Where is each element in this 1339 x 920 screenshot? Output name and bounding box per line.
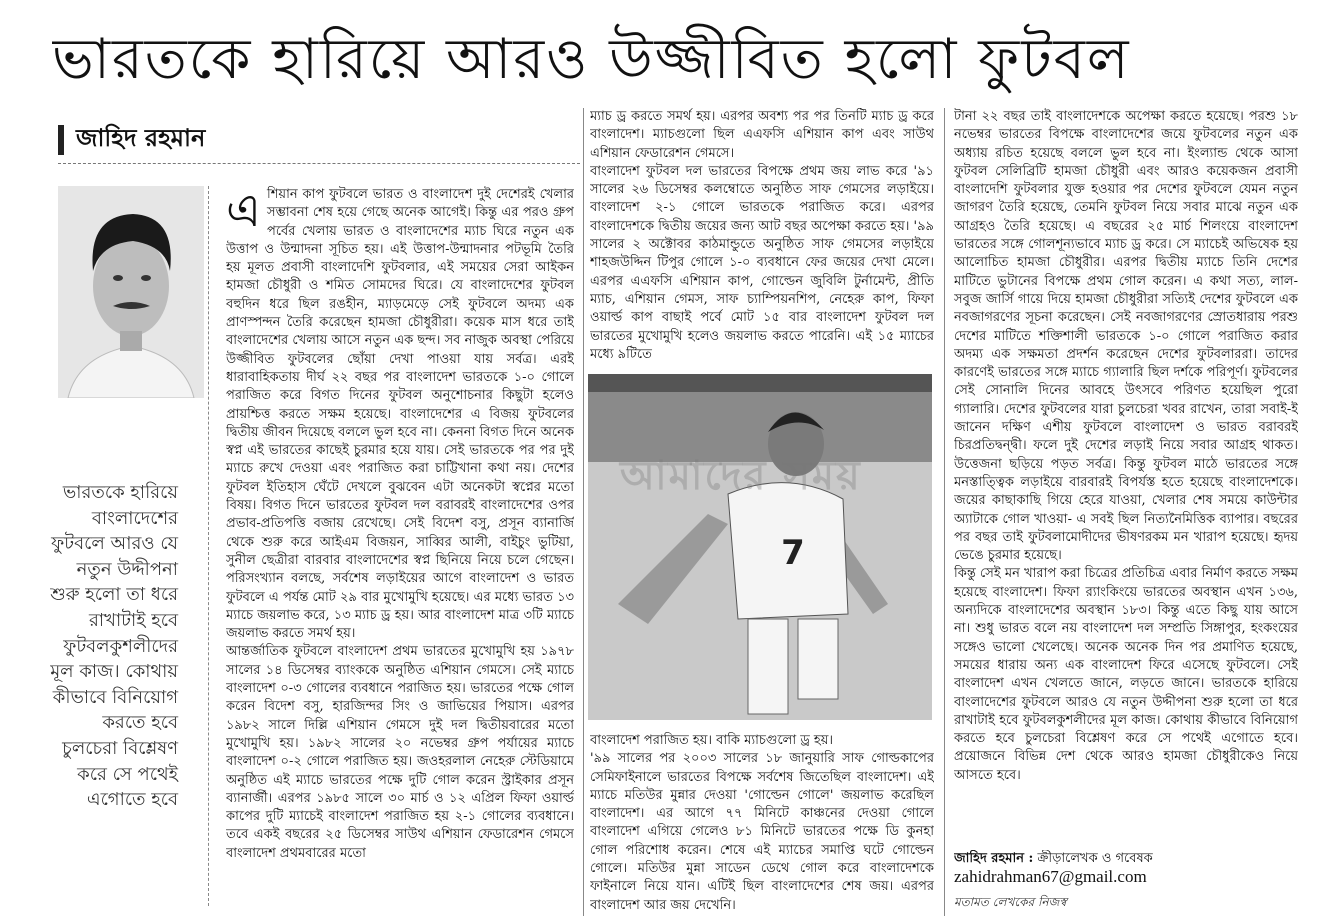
paragraph: ম্যাচ ড্র করতে সমর্থ হয়। এরপর অবশ্য পর পর তিনটি ম্যাচ ড্র করে বাংলাদেশ। ম্যাচগুলো ছিল এএফসি এশিয়ান কাপ এবং সাউথ এশিয়ান ফেডারেশন গেমসে। [590, 109, 934, 161]
paragraph: কিন্তু সেই মন খারাপ করা চিত্রের প্রতিচিত্র এবার নির্মাণ করতে সক্ষম হয়েছে বাংলাদেশ। ফিফা র‍্যাংকিংয়ে ভারতের অবস্থান এখন ১৩৬, অন্যদিকে বাংলাদেশের অবস্থান ১৮৩। কিন্তু এতে কিছু যায় আসে না। শুধু ভারত বলে নয় বাংলাদেশ দল সম্প্রতি সিঙ্গাপুর, হংকংয়ের সঙ্গেও ভালো খেলেছে। অনেক অনেক দিন পর প্রমাণিত হয়েছে, সময়ের ধারায় অন্য এক বাংলাদেশ ফিরে এসেছে ফুটবলে। সেই বাংলাদেশ এখন খেলতে জানে, লড়তে জানে। ভারতকে হারিয়ে বাংলাদেশের ফুটবলে আরও যে নতুন উদ্দীপনা শুরু হলো তা ধরে রাখাটাই হবে ফুটবলকুশলীদের মূল কাজ। কোথায় কীভাবে বিনিয়োগ করতে হবে চুলচেরা বিশ্লেষণ করে সে পথেই এগোতে হবে। প্রয়োজনে বিভিন্ন দেশ থেকে আরও হামজা চৌধুরীকেও নিয়ে আসতে হবে। [954, 566, 1298, 783]
byline [58, 118, 578, 162]
byline-bar [58, 125, 64, 155]
pull-quote: ভারতকে হারিয়ে বাংলাদেশের ফুটবলে আরও যে নতুন উদ্দীপনা শুরু হলো তা ধরে রাখাটাই হবে ফুটবলকুশলীদের মূল কাজ। কোথায় কীভাবে বিনিয়োগ করতে হবে চুলচেরা বিশ্লেষণ করে সে পথেই এগোতে হবে [50, 482, 178, 811]
article-column-2 [590, 108, 934, 370]
article-column-3 [954, 108, 1298, 844]
author-bio [954, 850, 1298, 890]
opinion-disclaimer: মতামত লেখকের নিজস্ব [954, 895, 1067, 909]
column-rule [944, 108, 945, 916]
paragraph: বাংলাদেশ ফুটবল দল ভারতের বিপক্ষে প্রথম জয় লাভ করে '৯১ সালের ২৬ ডিসেম্বর কলম্বোতে অনুষ্ঠিত সাফ গেমসের লড়াইয়ে। বাংলাদেশ ২-১ গোলে ভারতকে পরাজিত করে। এরপর বাংলাদেশকে দ্বিতীয় জয়ের জন্য আট বছর অপেক্ষা করতে হয়। '৯৯ সালের ২ অক্টোবর কাঠমান্ডুতে অনুষ্ঠিত সাফ গেমসের লড়াইয়ে শাহজউদ্দিন টিপুর গোলে ১-০ ব্যবধানে ফের জয়ের দেখা মেলে। এরপর এএফসি এশিয়ান কাপ, গোল্ডেন জুবিলি টুর্নামেন্ট, প্রীতি ম্যাচ, এশিয়ান গেমস, সাফ চ্যাম্পিয়নশিপ, নেহেরু কাপ, ফিফা ওয়ার্ল্ড কাপ বাছাই পর্বে মোট ১৫ বার বাংলাদেশ ফুটবল দল ভারতের মুখোমুখি হলেও জয়লাভ করতে পারেনি। এই ১৫ ম্যাচের মধ্যে ৯টিতে [590, 163, 934, 362]
author-name: জাহিদ রহমান : [954, 851, 1034, 866]
article-column-1 [226, 186, 574, 912]
photo-caption-line: বাংলাদেশ পরাজিত হয়। বাকি ম্যাচগুলো ড্র হয়। [590, 733, 834, 748]
author-email[interactable]: zahidrahman67@gmail.com [954, 867, 1147, 887]
publisher-watermark: আমাদের সময় [620, 453, 862, 499]
column-rule [208, 186, 209, 906]
article-column-2-lower [590, 732, 934, 912]
drop-cap: এ [226, 186, 261, 237]
paragraph: আন্তর্জাতিক ফুটবলে বাংলাদেশ প্রথম ভারতের মুখোমুখি হয় ১৯৭৮ সালের ১৪ ডিসেম্বর ব্যাংককে অনুষ্ঠিত এশিয়ান গেমসে। সেই ম্যাচে বাংলাদেশ ০-৩ গোলের ব্যবধানে পরাজিত হয়। ভারতের পক্ষে গোল করেন বিদেশ বসু, হারজিন্দর সিং ও জাভিয়ের পিয়াস। এরপর ১৯৮২ সালে দিল্লি এশিয়ান গেমসে দুই দল দ্বিতীয়বারের মতো মুখোমুখি হয়। ১৯৮২ সালের ২০ নভেম্বর গ্রুপ পর্যায়ের ম্যাচে বাংলাদেশ ০-২ গোলে পরাজিত হয়। জওহরলাল নেহেরু স্টেডিয়ামে অনুষ্ঠিত এই ম্যাচে ভারতের পক্ষে দুটি গোল করেন স্ট্রাইকার প্রসূন ব্যানার্জী। এরপর ১৯৮৫ সালে ৩০ মার্চ ও ১২ এপ্রিল ফিফা ওয়ার্ল্ড কাপের দুটি ম্যাচেই বাংলাদেশ পরাজিত হয় ২-১ গোলের ব্যবধানে। তবে একই বছরের ২৫ ডিসেম্বর সাউথ এশিয়ান ফেডারেশন গেমসে বাংলাদেশ প্রথমবারের মতো [226, 644, 574, 861]
paragraph: '৯৯ সালের পর ২০০৩ সালের ১৮ জানুয়ারি সাফ গোল্ডকাপের সেমিফাইনালে ভারতের বিপক্ষে সর্বশেষ জিতেছিল বাংলাদেশ। এই ম্যাচে মতিউর মুন্নার দেওয়া 'গোল্ডেন গোলে' জয়লাভ করেছিল বাংলাদেশ। এর আগে ৭৭ মিনিটে কাঞ্চনের দেওয়া গোলে বাংলাদেশ এগিয়ে গেলেও ৮১ মিনিটে ভারতের পক্ষে ডি কুনহা গোল পরিশোধ করেন। শেষে এই ম্যাচের সমাপ্তি ঘটে গোল্ডেন গোলে। মতিউর মুন্না সাডেন ডেথে গোল করে বাংলাদেশকে ফাইনালে নিয়ে যান। এটিই ছিল বাংলাদেশের শেষ জয়। এরপর বাংলাদেশ আর জয় দেখেনি। [590, 751, 934, 912]
author-credit [954, 850, 1298, 868]
author-photo [58, 186, 204, 398]
author-role: ক্রীড়ালেখক ও গবেষক [1037, 851, 1153, 866]
paragraph: শিয়ান কাপ ফুটবলে ভারত ও বাংলাদেশ দুই দেশেরই খেলার সম্ভাবনা শেষ হয়ে গেছে অনেক আগেই। কিন্তু এর পরও গ্রুপ পর্বের খেলায় ভারত ও বাংলাদেশের ম্যাচ ঘিরে নতুন এক উত্তাপ ও উন্মাদনা সূচিত হয়। এই উত্তাপ-উন্মাদনার পটভূমি তৈরি হয় মূলত প্রবাসী বাংলাদেশি ফুটবলার, এই সময়ের সেরা আইকন হামজা চৌধুরী ও শমিত সোমদের ঘিরে। যে বাংলাদেশের ফুটবল বহুদিন ধরে ছিল রঙহীন, ম্যাড়মেড়ে সেই ফুটবলে অদম্য এক প্রাণস্পন্দন তৈরি করেছেন হামজা চৌধুরীরা। কয়েক মাস ধরে তাই বাংলাদেশের খেলায় আসে নতুন এক ছন্দ। সব নাজুক অবস্থা পেরিয়ে উজ্জীবিত ফুটবলের ছোঁয়া দেখা পাওয়া যায় সর্বত্র। এরই ধারাবাহিকতায় দীর্ঘ ২২ বছর পর বাংলাদেশ ভারতকে ১-০ গোলে পরাজিত করে বিগত দিনের ফুটবল অনুশোচনার কিছুটা হলেও প্রায়শ্চিত্ত করতে সক্ষম হয়েছে। বাংলাদেশের এ বিজয় ফুটবলের দ্বিতীয় জীবন দিয়েছে বললে ভুল হবে না। কেননা বিগত দিনে অনেক স্বপ্ন এই ভারতের কাছেই চুরমার হয়ে যায়। সেই ভারতকে পর পর দুই ম্যাচে রুখে দেওয়া এবং পরাজিত করা চাট্টিখানা কথা নয়। দেশের ফুটবল ইতিহাস ঘেঁটে দেখলে বুঝবেন এটা অনেকটা স্বপ্নের মতো বিষয়। বিগত দিনে ভারতের ফুটবল দল বরাবরই বাংলাদেশের ওপর প্রভাব-প্রতিপত্তি বজায় রেখেছে। সেই বিদেশ বসু, প্রসূন ব্যানার্জি থেকে শুরু করে আইএম বিজয়ন, সাব্বির আলী, বাইচুং ভুটিয়া, সুনীল ছেত্রীরা বারবার বাংলাদেশের স্বপ্ন ছিনিয়ে নিয়ে চলে গেছেন। পরিসংখ্যান বলছে, সর্বশেষ লড়াইয়ের আগে বাংলাদেশ ও ভারত ফুটবলে এ পর্যন্ত মোট ২৯ বার মুখোমুখি হয়েছে। এর মধ্যে ভারত ১৩ ম্যাচে জয়লাভ করে, ১৩ ম্যাচ ড্র হয়। আর বাংলাদেশ মাত্র ৩টি ম্যাচে জয়লাভ করতে সমর্থ হয়। [226, 187, 574, 642]
football-player-photo [588, 374, 932, 720]
jersey-number: 7 [781, 533, 805, 573]
byline-rule [58, 163, 580, 164]
headline: ভারতকে হারিয়ে আরও উজ্জীবিত হলো ফুটবল [52, 27, 1131, 92]
paragraph: টানা ২২ বছর তাই বাংলাদেশকে অপেক্ষা করতে হয়েছে। পরশু ১৮ নভেম্বর ভারতের বিপক্ষে বাংলাদেশের জয়ে ফুটবলের নতুন এক অধ্যায় রচিত হয়েছে বললে ভুল হবে না। ইংল্যান্ড থেকে আসা ফুটবল সেলিব্রিটি হামজা চৌধুরী এবং আরও কয়েকজন প্রবাসী বাংলাদেশি ফুটবলার যুক্ত হওয়ার পর দেশের ফুটবলে যেমন নতুন জাগরণ তৈরি হয়েছে, তেমনি ফুটবল নিয়ে সবার মাঝে নতুন এক আগ্রহও তৈরি হয়েছে। এ বছরের ২৫ মার্চ শিলংয়ে বাংলাদেশ ভারতের সঙ্গে গোলশূন্যভাবে ম্যাচ ড্র করে। সে ম্যাচেই অভিষেক হয় আলোচিত হামজা চৌধুরীর। এরপর দ্বিতীয় ম্যাচে তিনি দেশের মাটিতে ভুটানের বিপক্ষে প্রথম গোল করেন। এ কথা সত্য, লাল-সবুজ জার্সি গায়ে দিয়ে হামজা চৌধুরীরা সত্যিই দেশের ফুটবলে এক নবজাগরণের সূচনা করেছেন। সেই নবজাগরণের স্রোতধারায় পরশু দেশের মাটিতে শক্তিশালী ভারতকে ১-০ গোলে পরাজিত করার অদম্য এক সক্ষমতা প্রদর্শন করেছেন দেশের ফুটবলাররা। তাদের কারণেই ভারতের সঙ্গে ম্যাচে গ্যালারি ছিল দর্শকে পরিপূর্ণ। ফুটবলের সেই সোনালি দিনের আবহে উৎসবে পরিণত হয়েছিল পুরো গ্যালারি। দেশের ফুটবলের যারা চুলচেরা খবর রাখেন, তারা সবাই-ই জানেন দক্ষিণ এশীয় ফুটবলে বাংলাদেশ ও ভারত বরাবরই চিরপ্রতিদ্বন্দ্বী। ফলে দুই দেশের লড়াই নিয়ে সবার আগ্রহ থাকত। উত্তেজনা ছড়িয়ে পড়ত সর্বত্র। কিন্তু ফুটবল মাঠে ভারতের সঙ্গে মনস্তাত্ত্বিক লড়াইয়ে বারবারই বিপর্যস্ত হতে হয়েছে বাংলাদেশকে। জয়ের কাছাকাছি গিয়ে হেরে যাওয়া, খেলার শেষ সময়ে কাউন্টার অ্যাটাকে গোল খাওয়া- এ সবই ছিল নিত্যনৈমিত্তিক ব্যাপার। বছরের পর বছর তাই ফুটবলামোদীদের ভীষণরকম মন খারাপ হয়েছে। হৃদয় ভেঙে চুরমার হয়েছে। [954, 109, 1298, 564]
column-rule [583, 108, 584, 916]
byline-author: জাহিদ রহমান [76, 123, 206, 152]
